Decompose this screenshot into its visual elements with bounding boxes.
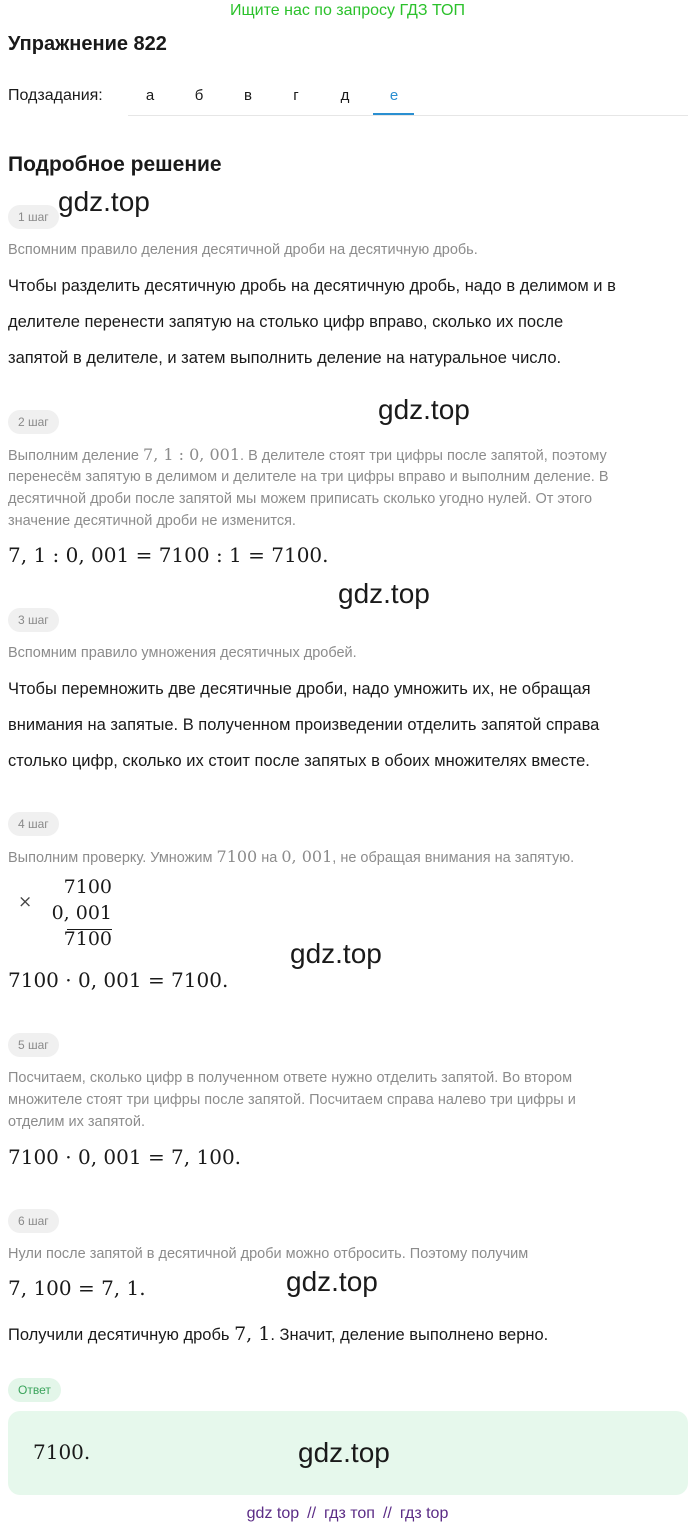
- multiplier: 0, 001: [51, 902, 112, 924]
- step2-hint-math: 7, 1 : 0, 001: [143, 445, 241, 464]
- step2-hint-line-1: [8, 444, 607, 467]
- product: 7100: [63, 928, 112, 950]
- step4-hint: [8, 846, 574, 869]
- step5-formula: 7100 · 0, 001 = 7, 100.: [8, 1145, 242, 1169]
- step2-hint-pre: Выполним деление: [8, 448, 144, 464]
- tab-d[interactable]: д: [340, 87, 350, 104]
- step1-rule-line-1: Чтобы разделить десятичную дробь на десятичную дробь, надо в делимом и в: [8, 277, 616, 295]
- step-badge-6: 6 шаг: [8, 1209, 59, 1233]
- step-badge-4: 4 шаг: [8, 812, 59, 836]
- step1-hint: Вспомним правило деления десятичной дроби на десятичную дробь.: [8, 242, 478, 258]
- footer-links: [0, 1505, 695, 1523]
- tab-e-active[interactable]: е: [389, 87, 399, 104]
- step5-hint-line-3: отделим их запятой.: [8, 1114, 145, 1130]
- step2-hint-line-3: десятичной дроби после запятой мы можем приписать сколько угодно нулей. От этого: [8, 491, 593, 507]
- step6-conclusion-math: 7, 1: [234, 1323, 271, 1345]
- section-title: Подробное решение: [8, 153, 222, 176]
- answer-badge: Ответ: [8, 1378, 61, 1402]
- multiplicand: 7100: [63, 876, 112, 898]
- active-tab-indicator: [373, 113, 414, 115]
- step4-hint-pre: Выполним проверку. Умножим: [8, 850, 217, 866]
- step3-rule-line-2: внимания на запятые. В полученном произведении отделить запятой справа: [8, 716, 600, 734]
- step6-conclusion-pre: Получили десятичную дробь: [8, 1326, 235, 1344]
- tab-v[interactable]: в: [244, 87, 252, 104]
- step4-hint-post: , не обращая внимания на запятую.: [332, 850, 575, 866]
- footer-separator: //: [382, 1505, 392, 1522]
- watermark: gdz.top: [378, 394, 470, 425]
- step6-conclusion-post: . Значит, деление выполнено верно.: [270, 1326, 549, 1344]
- step3-hint: Вспомним правило умножения десятичных дробей.: [8, 645, 357, 661]
- step1-rule-line-3: запятой в делителе, и затем выполнить деление на натуральное число.: [8, 349, 562, 367]
- step4-formula: 7100 · 0, 001 = 7100.: [8, 968, 229, 992]
- step2-formula: 7, 1 : 0, 001 = 7100 : 1 = 7100.: [8, 543, 329, 567]
- step-badge-1: 1 шаг: [8, 205, 59, 229]
- tab-a[interactable]: а: [145, 87, 155, 104]
- watermark: gdz.top: [58, 186, 150, 217]
- step3-rule-line-3: столько цифр, сколько их стоит после запятых в обоих множителях вместе.: [8, 752, 590, 770]
- answer-value: 7100.: [33, 1440, 91, 1464]
- step4-hint-math-2: 0, 001: [281, 847, 333, 866]
- step6-hint: Нули после запятой в десятичной дроби можно отбросить. Поэтому получим: [8, 1246, 529, 1262]
- top-banner: Ищите нас по запросу ГДЗ ТОП: [230, 2, 465, 19]
- step2-hint-line-4: значение десятичной дроби не изменится.: [8, 513, 296, 529]
- watermark: gdz.top: [338, 578, 430, 609]
- step-badge-2: 2 шаг: [8, 410, 59, 434]
- tab-g[interactable]: г: [293, 87, 299, 104]
- step5-hint-line-2: множителе стоят три цифры после запятой. Посчитаем справа налево три цифры и: [8, 1092, 576, 1108]
- page-title: Упражнение 822: [8, 33, 167, 55]
- step-badge-3: 3 шаг: [8, 608, 59, 632]
- step4-hint-math-1: 7100: [216, 847, 258, 866]
- step1-rule-line-2: делителе перенести запятую на столько цифр вправо, сколько их после: [8, 313, 564, 331]
- step6-formula: 7, 100 = 7, 1.: [8, 1276, 146, 1300]
- step2-hint-line-2: перенесём запятую в делимом и делителе на три цифры вправо и выполним деление. В: [8, 469, 609, 485]
- subtasks-divider: [128, 115, 688, 116]
- footer-link-2[interactable]: гдз топ: [324, 1505, 375, 1522]
- watermark: gdz.top: [290, 938, 382, 969]
- footer-link-3[interactable]: гдз top: [399, 1505, 449, 1522]
- watermark: gdz.top: [298, 1437, 390, 1468]
- watermark: gdz.top: [286, 1266, 378, 1297]
- step6-conclusion: [8, 1316, 548, 1353]
- step-badge-5: 5 шаг: [8, 1033, 59, 1057]
- step4-hint-mid: на: [257, 850, 282, 866]
- tab-b[interactable]: б: [194, 87, 204, 104]
- step2-hint-post: . В делителе стоят три цифры после запятой, поэтому: [240, 448, 607, 464]
- step3-rule-line-1: Чтобы перемножить две десятичные дроби, надо умножить их, не обращая: [8, 680, 591, 698]
- footer-link-1[interactable]: gdz top: [246, 1505, 300, 1522]
- step5-hint-line-1: Посчитаем, сколько цифр в полученном ответе нужно отделить запятой. Во втором: [8, 1070, 573, 1086]
- times-sign: ×: [18, 892, 33, 912]
- subtasks-label: Подзадания:: [8, 87, 103, 104]
- footer-separator: //: [307, 1505, 317, 1522]
